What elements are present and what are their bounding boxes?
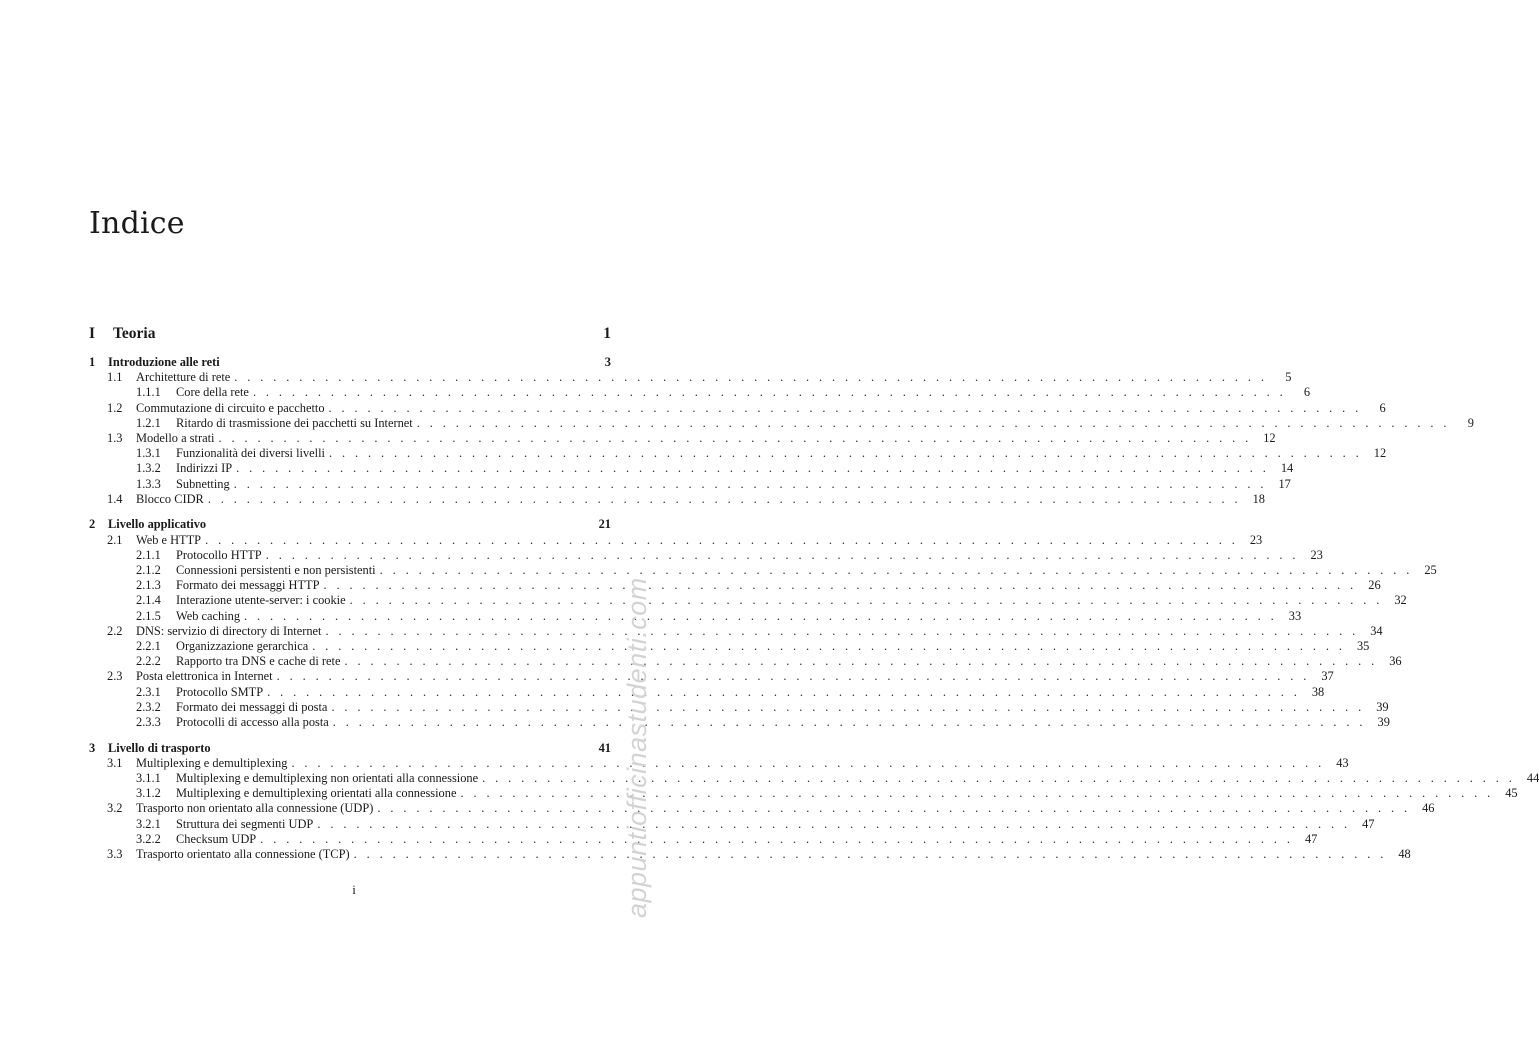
toc-section[interactable] bbox=[89, 669, 1334, 684]
toc-leader-dots: . . . . . . . . . . . . . . . . . . . . . . . . . . . . . . . . . . . . . . . . . . . . . . . . . . . . . . . . . . . . . . . . . . . . . . . . . . . . . . . . bbox=[482, 771, 1516, 786]
toc-leader-dots: . . . . . . . . . . . . . . . . . . . . . . . . . . . . . . . . . . . . . . . . . . . . . . . . . . . . . . . . . . . . . . . . . . . . . . . . . . . . . . . . bbox=[317, 816, 1351, 831]
toc-leader-dots: . . . . . . . . . . . . . . . . . . . . . . . . . . . . . . . . . . . . . . . . . . . . . . . . . . . . . . . . . . . . . . . . . . . . . . . . . . . . . . . . bbox=[329, 446, 1363, 461]
toc-entry-page: 43 bbox=[1336, 755, 1349, 770]
toc-leader-dots: . . . . . . . . . . . . . . . . . . . . . . . . . . . . . . . . . . . . . . . . . . . . . . . . . . . . . . . . . . . . . . . . . . . . . . . . . . . . . . . . bbox=[205, 532, 1239, 547]
toc-entry-page: 38 bbox=[1311, 684, 1325, 699]
toc-section[interactable] bbox=[89, 801, 1435, 816]
toc-subsection[interactable] bbox=[89, 593, 1407, 608]
toc-entry-page: 9 bbox=[1467, 415, 1474, 430]
toc-leader-dots: . . . . . . . . . . . . . . . . . . . . . . . . . . . . . . . . . . . . . . . . . . . . . . . . . . . . . . . . . . . . . . . . . . . . . . . . . . . . . . . . bbox=[377, 801, 1411, 816]
toc-entry-number: 2.3.1 bbox=[136, 684, 161, 699]
toc-entry-title: Introduzione alle reti bbox=[108, 355, 220, 369]
toc-entry-page: 18 bbox=[1252, 491, 1265, 506]
toc-entry-number: 1.2 bbox=[107, 400, 123, 415]
toc-entry-number: 2.1.2 bbox=[136, 563, 161, 578]
toc-subsection[interactable] bbox=[89, 563, 1437, 578]
toc-leader-dots: . . . . . . . . . . . . . . . . . . . . . . . . . . . . . . . . . . . . . . . . . . . . . . . . . . . . . . . . . . . . . . . . . . . . . . . . . . . . . . . . bbox=[323, 578, 1357, 593]
toc-entry-number: 1.1 bbox=[107, 370, 123, 385]
toc-leader-dots: . . . . . . . . . . . . . . . . . . . . . . . . . . . . . . . . . . . . . . . . . . . . . . . . . . . . . . . . . . . . . . . . . . . . . . . . . . . . . . . . bbox=[328, 400, 1362, 415]
toc-leader-dots: . . . . . . . . . . . . . . . . . . . . . . . . . . . . . . . . . . . . . . . . . . . . . . . . . . . . . . . . . . . . . . . . . . . . . . . . . . . . . . . . bbox=[416, 415, 1450, 430]
toc-leader-dots: . . . . . . . . . . . . . . . . . . . . . . . . . . . . . . . . . . . . . . . . . . . . . . . . . . . . . . . . . . . . . . . . . . . . . . . . . . . . . . . . bbox=[325, 623, 1359, 638]
toc-entry-title: Indirizzi IP bbox=[176, 461, 233, 476]
toc-entry-page: 47 bbox=[1362, 816, 1375, 831]
toc-subsection[interactable] bbox=[89, 608, 1302, 624]
toc-entry-title: Subnetting bbox=[176, 476, 230, 491]
toc-entry-title: Blocco CIDR bbox=[136, 491, 204, 506]
toc-entry-number: 1.2.1 bbox=[136, 415, 161, 430]
toc-leader-dots: . . . . . . . . . . . . . . . . . . . . . . . . . . . . . . . . . . . . . . . . . . . . . . . . . . . . . . . . . . . . . . . . . . . . . . . . . . . . . . . . bbox=[349, 593, 1383, 608]
toc-subsection[interactable] bbox=[89, 415, 1474, 431]
toc-subsection[interactable] bbox=[89, 547, 1323, 563]
toc-subsection[interactable] bbox=[89, 816, 1375, 832]
toc-entry-page: 36 bbox=[1389, 654, 1402, 669]
toc-leader-dots: . . . . . . . . . . . . . . . . . . . . . . . . . . . . . . . . . . . . . . . . . . . . . . . . . . . . . . . . . . . . . . . . . . . . . . . . . . . . . . . . bbox=[312, 638, 1346, 653]
toc-entry-title: Architetture di rete bbox=[136, 370, 231, 385]
toc-entry-title: Multiplexing e demultiplexing non orientati alla connessione bbox=[176, 771, 479, 786]
toc-leader-dots: . . . . . . . . . . . . . . . . . . . . . . . . . . . . . . . . . . . . . . . . . . . . . . . . . . . . . . . . . . . . . . . . . . . . . . . . . . . . . . . . bbox=[379, 563, 1413, 578]
toc-subsection[interactable] bbox=[89, 699, 1389, 715]
toc-entry-title: Multiplexing e demultiplexing orientati alla connessione bbox=[176, 786, 457, 801]
toc-leader-dots: . . . . . . . . . . . . . . . . . . . . . . . . . . . . . . . . . . . . . . . . . . . . . . . . . . . . . . . . . . . . . . . . . . . . . . . . . . . . . . . . bbox=[236, 461, 1270, 476]
toc-subsection[interactable] bbox=[89, 385, 1311, 400]
toc-leader-dots: . . . . . . . . . . . . . . . . . . . . . . . . . . . . . . . . . . . . . . . . . . . . . . . . . . . . . . . . . . . . . . . . . . . . . . . . . . . . . . . . bbox=[252, 385, 1287, 400]
toc-leader-dots: . . . . . . . . . . . . . . . . . . . . . . . . . . . . . . . . . . . . . . . . . . . . . . . . . . . . . . . . . . . . . . . . . . . . . . . . . . . . . . . . bbox=[260, 831, 1294, 846]
toc-entry-number: 1 bbox=[89, 355, 96, 369]
part-number: I bbox=[89, 325, 96, 342]
toc-entry-page: 12 bbox=[1373, 446, 1387, 461]
toc-entry-page: 17 bbox=[1278, 476, 1291, 491]
toc-entry-title: Organizzazione gerarchica bbox=[176, 638, 309, 653]
toc-entry-title: Posta elettronica in Internet bbox=[136, 669, 273, 684]
toc-entry-page: 12 bbox=[1263, 430, 1276, 445]
toc-entry-page: 23 bbox=[1310, 547, 1323, 562]
toc-section[interactable] bbox=[89, 847, 1411, 862]
toc-subsection[interactable] bbox=[89, 578, 1381, 593]
toc-entry-title: Commutazione di circuito e pacchetto bbox=[136, 400, 325, 415]
toc-entry-number: 3.3 bbox=[107, 847, 123, 861]
toc-subsection[interactable] bbox=[89, 684, 1325, 700]
toc-leader-dots: . . . . . . . . . . . . . . . . . . . . . . . . . . . . . . . . . . . . . . . . . . . . . . . . . . . . . . . . . . . . . . . . . . . . . . . . . . . . . . . . bbox=[244, 608, 1278, 623]
toc-entry-page: 21 bbox=[598, 517, 611, 532]
toc-entry-page: 6 bbox=[1379, 400, 1386, 415]
toc-entry-title: Connessioni persistenti e non persistenti bbox=[176, 563, 376, 578]
toc-subsection[interactable] bbox=[89, 638, 1370, 654]
toc-subsection[interactable] bbox=[89, 461, 1294, 476]
toc-chapter[interactable] bbox=[89, 741, 611, 756]
toc-leader-dots: . . . . . . . . . . . . . . . . . . . . . . . . . . . . . . . . . . . . . . . . . . . . . . . . . . . . . . . . . . . . . . . . . . . . . . . . . . . . . . . . bbox=[331, 699, 1365, 714]
toc-entry-number: 3.1.1 bbox=[136, 771, 161, 786]
toc-leader-dots: . . . . . . . . . . . . . . . . . . . . . . . . . . . . . . . . . . . . . . . . . . . . . . . . . . . . . . . . . . . . . . . . . . . . . . . . . . . . . . . . bbox=[460, 786, 1494, 801]
part-page: 1 bbox=[603, 325, 611, 342]
toc-entry-title: DNS: servizio di directory di Internet bbox=[136, 623, 322, 638]
toc-entry-number: 2.3.3 bbox=[136, 714, 161, 729]
toc-entry-page: 47 bbox=[1304, 831, 1318, 846]
toc-leader-dots: . . . . . . . . . . . . . . . . . . . . . . . . . . . . . . . . . . . . . . . . . . . . . . . . . . . . . . . . . . . . . . . . . . . . . . . . . . . . . . . . bbox=[267, 684, 1301, 699]
toc-entry-number: 2.1.3 bbox=[136, 578, 161, 593]
toc-entry-number: 2.2 bbox=[107, 623, 123, 638]
page-number: i bbox=[352, 882, 356, 897]
toc-entry-number: 2.3.2 bbox=[136, 699, 161, 714]
toc-leader-dots: . . . . . . . . . . . . . . . . . . . . . . . . . . . . . . . . . . . . . . . . . . . . . . . . . . . . . . . . . . . . . . . . . . . . . . . . . . . . . . . . bbox=[233, 476, 1267, 491]
toc-entry-title: Trasporto non orientato alla connessione (UDP) bbox=[136, 801, 374, 816]
toc-entry-number: 1.3.1 bbox=[136, 446, 161, 461]
toc-entry-page: 6 bbox=[1303, 385, 1311, 400]
toc-entry-number: 2.1.4 bbox=[136, 593, 161, 608]
toc-entry-number: 3 bbox=[89, 740, 96, 755]
toc-subsection[interactable] bbox=[89, 446, 1387, 461]
toc-entry-page: 41 bbox=[598, 740, 611, 755]
toc-chapter[interactable] bbox=[89, 517, 611, 532]
toc-entry-number: 1.3.2 bbox=[136, 461, 161, 476]
toc-entry-title: Protocollo SMTP bbox=[176, 684, 264, 699]
toc-section[interactable] bbox=[89, 755, 1349, 771]
toc-entry-title: Funzionalità dei diversi livelli bbox=[176, 446, 326, 461]
toc-entry-title: Interazione utente-server: i cookie bbox=[176, 593, 346, 608]
toc-leader-dots: . . . . . . . . . . . . . . . . . . . . . . . . . . . . . . . . . . . . . . . . . . . . . . . . . . . . . . . . . . . . . . . . . . . . . . . . . . . . . . . . bbox=[332, 714, 1366, 729]
toc-subsection[interactable] bbox=[89, 786, 1518, 801]
toc-part-heading[interactable] bbox=[89, 325, 611, 343]
toc-entry-page: 5 bbox=[1285, 370, 1292, 385]
toc-entry-page: 48 bbox=[1398, 847, 1411, 861]
watermark: appuntiofficinastudenti.com bbox=[622, 577, 652, 918]
toc-leader-dots: . . . . . . . . . . . . . . . . . . . . . . . . . . . . . . . . . . . . . . . . . . . . . . . . . . . . . . . . . . . . . . . . . . . . . . . . . . . . . . . . bbox=[207, 491, 1241, 506]
toc-entry-title: Rapporto tra DNS e cache di rete bbox=[176, 654, 341, 669]
page-title: Indice bbox=[89, 206, 185, 241]
toc-entry-title: Modello a strati bbox=[136, 430, 215, 445]
toc-entry-number: 1.3 bbox=[107, 430, 123, 445]
toc-entry-title: Web caching bbox=[176, 608, 241, 623]
toc-entry-title: Trasporto orientato alla connessione (TCP) bbox=[136, 847, 350, 861]
part-title: Teoria bbox=[113, 325, 156, 342]
toc-entry-title: Livello di trasporto bbox=[108, 740, 211, 755]
toc-entry-number: 2 bbox=[89, 517, 96, 532]
toc-entry-title: Livello applicativo bbox=[108, 517, 207, 532]
toc-entry-number: 1.3.3 bbox=[136, 476, 161, 491]
toc-leader-dots: . . . . . . . . . . . . . . . . . . . . . . . . . . . . . . . . . . . . . . . . . . . . . . . . . . . . . . . . . . . . . . . . . . . . . . . . . . . . . . . . bbox=[344, 654, 1378, 669]
toc-leader-dots: . . . . . . . . . . . . . . . . . . . . . . . . . . . . . . . . . . . . . . . . . . . . . . . . . . . . . . . . . . . . . . . . . . . . . . . . . . . . . . . . bbox=[276, 669, 1310, 684]
toc-entry-number: 3.1.2 bbox=[136, 786, 161, 801]
toc-entry-page: 26 bbox=[1368, 578, 1381, 593]
toc-entry-title: Formato dei messaggi di posta bbox=[176, 699, 328, 714]
toc-leader-dots: . . . . . . . . . . . . . . . . . . . . . . . . . . . . . . . . . . . . . . . . . . . . . . . . . . . . . . . . . . . . . . . . . . . . . . . . . . . . . . . . bbox=[291, 755, 1325, 770]
toc-section[interactable] bbox=[89, 400, 1386, 416]
toc-subsection[interactable] bbox=[89, 654, 1402, 669]
toc-entry-number: 2.2.2 bbox=[136, 654, 161, 669]
toc-chapter[interactable] bbox=[89, 355, 611, 370]
toc-entry-title: Formato dei messaggi HTTP bbox=[176, 578, 320, 593]
toc-leader-dots: . . . . . . . . . . . . . . . . . . . . . . . . . . . . . . . . . . . . . . . . . . . . . . . . . . . . . . . . . . . . . . . . . . . . . . . . . . . . . . . . bbox=[234, 370, 1268, 385]
toc-subsection[interactable] bbox=[89, 476, 1291, 492]
toc-entry-page: 32 bbox=[1394, 593, 1407, 608]
toc-entry-number: 1.1.1 bbox=[136, 385, 161, 400]
toc-entry-page: 39 bbox=[1377, 714, 1390, 729]
toc-entry-page: 23 bbox=[1249, 532, 1263, 547]
toc-entry-number: 2.3 bbox=[107, 669, 123, 684]
toc-subsection[interactable] bbox=[89, 714, 1390, 730]
toc-entry-number: 1.4 bbox=[107, 491, 123, 506]
toc-leader-dots: . . . . . . . . . . . . . . . . . . . . . . . . . . . . . . . . . . . . . . . . . . . . . . . . . . . . . . . . . . . . . . . . . . . . . . . . . . . . . . . . bbox=[265, 547, 1299, 562]
toc-entry-number: 3.2 bbox=[107, 801, 123, 816]
toc-entry-title: Web e HTTP bbox=[136, 532, 202, 547]
toc-section[interactable] bbox=[89, 370, 1292, 385]
toc-subsection[interactable] bbox=[89, 831, 1318, 847]
toc-entry-title: Core della rete bbox=[176, 385, 249, 400]
toc-entry-page: 44 bbox=[1526, 771, 1539, 786]
toc-leader-dots: . . . . . . . . . . . . . . . . . . . . . . . . . . . . . . . . . . . . . . . . . . . . . . . . . . . . . . . . . . . . . . . . . . . . . . . . . . . . . . . . bbox=[218, 430, 1252, 445]
toc-entry-page: 33 bbox=[1288, 608, 1302, 623]
toc-entry-number: 2.1 bbox=[107, 532, 123, 547]
toc-entry-page: 37 bbox=[1321, 669, 1334, 684]
toc-section[interactable] bbox=[89, 430, 1276, 446]
toc-entry-page: 3 bbox=[604, 355, 611, 369]
toc-section[interactable] bbox=[89, 532, 1263, 548]
toc-entry-title: Struttura dei segmenti UDP bbox=[176, 816, 314, 831]
toc-section[interactable] bbox=[89, 623, 1383, 639]
toc-entry-page: 35 bbox=[1356, 638, 1370, 653]
toc-entry-page: 45 bbox=[1505, 786, 1518, 801]
toc-entry-number: 2.2.1 bbox=[136, 638, 161, 653]
toc-entry-page: 25 bbox=[1424, 563, 1437, 578]
toc-entry-title: Ritardo di trasmissione dei pacchetti su Internet bbox=[176, 415, 413, 430]
toc-entry-number: 3.1 bbox=[107, 755, 123, 770]
toc-entry-number: 3.2.1 bbox=[136, 816, 161, 831]
toc-entry-title: Checksum UDP bbox=[176, 831, 257, 846]
toc-entry-page: 34 bbox=[1370, 623, 1383, 638]
toc-entry-title: Protocolli di accesso alla posta bbox=[176, 714, 329, 729]
toc-entry-title: Protocollo HTTP bbox=[176, 547, 262, 562]
toc-entry-title: Multiplexing e demultiplexing bbox=[136, 755, 288, 770]
toc-entry-number: 3.2.2 bbox=[136, 831, 161, 846]
toc-section[interactable] bbox=[89, 491, 1265, 507]
toc-subsection[interactable] bbox=[89, 771, 1539, 786]
toc-entry-number: 2.1.1 bbox=[136, 547, 161, 562]
toc-entry-page: 46 bbox=[1422, 801, 1435, 816]
toc-entry-page: 39 bbox=[1376, 699, 1389, 714]
toc-entry-number: 2.1.5 bbox=[136, 608, 161, 623]
toc-entry-page: 14 bbox=[1280, 461, 1294, 476]
toc-leader-dots: . . . . . . . . . . . . . . . . . . . . . . . . . . . . . . . . . . . . . . . . . . . . . . . . . . . . . . . . . . . . . . . . . . . . . . . . . . . . . . . . bbox=[353, 847, 1387, 861]
